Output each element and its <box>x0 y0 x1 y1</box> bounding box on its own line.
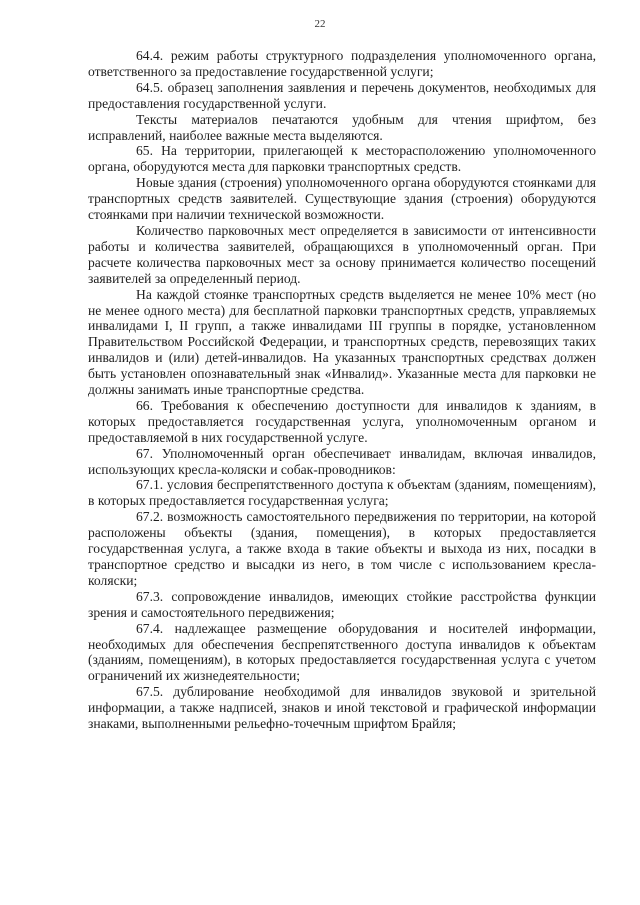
paragraph-64-5: 64.5. образец заполнения заявления и перечень документов, необходимых для предоставления государственной услуги. <box>88 79 596 111</box>
paragraph-67-1: 67.1. условия беспрепятственного доступа к объектам (зданиям, помещениям), в которых предоставляется государственная услуга; <box>88 477 596 509</box>
paragraph-parking-count: Количество парковочных мест определяется в зависимости от интенсивности работы и количества заявителей, обращающихся в уполномоченный орган. При расчете количества парковочных мест за основу принимается количество посещений заявителей за определенный период. <box>88 222 596 286</box>
paragraph-disabled-parking: На каждой стоянке транспортных средств выделяется не менее 10% мест (но не менее одного места) для бесплатной парковки транспортных средств, управляемых инвалидами I, II групп, а также инвалидами III группы в порядке, установленном Правительством Российской Федерации, и транспортных средств, перевозящих таких инвалидов и (или) детей-инвалидов. На указанных транспортных средствах должен быть установлен опознавательный знак «Инвалид». Указанные места для парковки не должны занимать иные транспортные средства. <box>88 286 596 398</box>
paragraph-67: 67. Уполномоченный орган обеспечивает инвалидам, включая инвалидов, использующих кресла-коляски и собак-проводников: <box>88 445 596 477</box>
paragraph-67-3: 67.3. сопровождение инвалидов, имеющих стойкие расстройства функции зрения и самостоятельного передвижения; <box>88 588 596 620</box>
paragraph-67-4: 67.4. надлежащее размещение оборудования и носителей информации, необходимых для обеспечения беспрепятственного доступа инвалидов к объектам (зданиям, помещениям), в которых предоставляется государственная услуга с учетом ограничений их жизнедеятельности; <box>88 620 596 684</box>
paragraph-65: 65. На территории, прилегающей к месторасположению уполномоченного органа, оборудуются места для парковки транспортных средств. <box>88 143 596 175</box>
paragraph-67-5: 67.5. дублирование необходимой для инвалидов звуковой и зрительной информации, а также надписей, знаков и иной текстовой и графической информации знаками, выполненными рельефно-точечным шрифтом Брайля; <box>88 684 596 732</box>
paragraph-67-2: 67.2. возможность самостоятельного передвижения по территории, на которой расположены объекты (здания, помещения), в которых предоставляется государственная услуга, а также входа в такие объекты и выхода из них, посадки в транспортное средство и высадки из него, в том числе с использованием кресла-коляски; <box>88 509 596 588</box>
document-body <box>88 48 596 732</box>
paragraph-66: 66. Требования к обеспечению доступности для инвалидов к зданиям, в которых предоставляется государственная услуга, уполномоченным органом и предоставляемой в них государственной услуге. <box>88 397 596 445</box>
paragraph-materials-text: Тексты материалов печатаются удобным для чтения шрифтом, без исправлений, наиболее важные места выделяются. <box>88 111 596 143</box>
paragraph-64-4: 64.4. режим работы структурного подразделения уполномоченного органа, ответственного за предоставление государственной услуги; <box>88 48 596 79</box>
page-number: 22 <box>314 18 326 30</box>
paragraph-new-buildings: Новые здания (строения) уполномоченного органа оборудуются стоянками для транспортных средств заявителей. Существующие здания (строения) оборудуются стоянками при наличии технической возможности. <box>88 175 596 223</box>
